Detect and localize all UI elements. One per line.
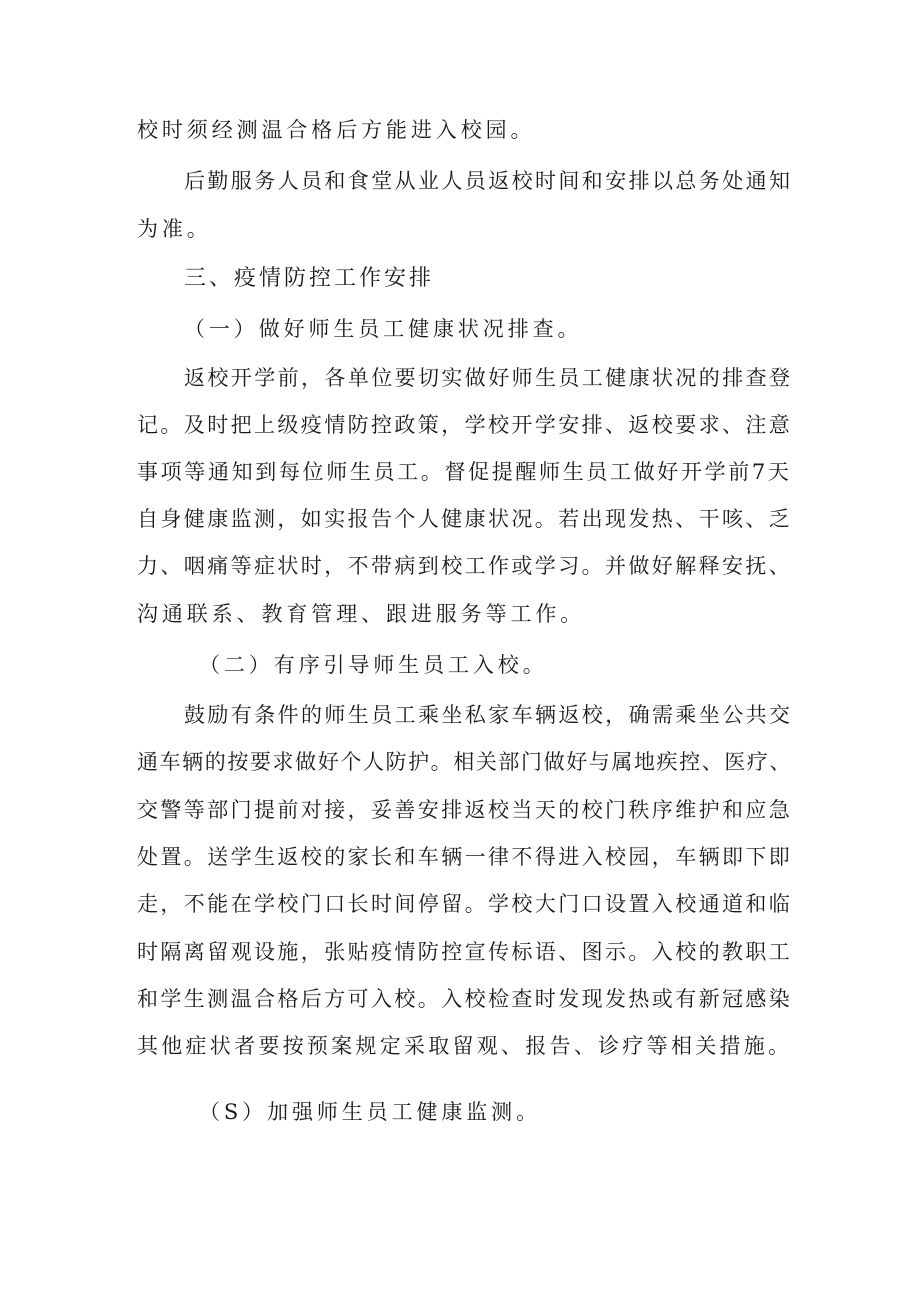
paragraph-line: 校时须经测温合格后方能进入校园。 (137, 118, 536, 142)
paragraph-line: 通车辆的按要求做好个人防护。相关部门做好与属地疾控、医疗、 (137, 750, 793, 774)
paragraph-line: 走，不能在学校门口长时间停留。学校大门口设置入校通道和临 (137, 892, 793, 916)
paragraph-line: 自身健康监测，如实报告个人健康状况。若出现发热、干咳、乏 (137, 507, 793, 531)
section-heading: 三、疫情防控工作安排 (184, 266, 435, 291)
subsection-heading: （S）加强师生员工健康监测。 (199, 1100, 541, 1124)
paragraph-line: 事项等通知到每位师生员工。督促提醒师生员工做好开学前7天 (137, 460, 792, 484)
paragraph-line: 其他症状者要按预案规定采取留观、报告、诊疗等相关措施。 (137, 1034, 793, 1058)
subsection-heading: （一）做好师生员工健康状况排查。 (184, 317, 583, 341)
paragraph-line: 记。及时把上级疫情防控政策，学校开学安排、返校要求、注意 (137, 413, 793, 437)
paragraph-line: 处置。送学生返校的家长和车辆一律不得进入校园，车辆即下即 (137, 845, 793, 869)
subsection-heading: （二）有序引导师生员工入校。 (199, 653, 548, 677)
paragraph-line: 和学生测温合格后方可入校。入校检查时发现发热或有新冠感染 (137, 987, 793, 1011)
paragraph-line: 交警等部门提前对接，妥善安排返校当天的校门秩序维护和应急 (137, 798, 793, 822)
paragraph-line: 后勤服务人员和食堂从业人员返校时间和安排以总务处通知 (184, 169, 793, 193)
paragraph-line: 鼓励有条件的师生员工乘坐私家车辆返校，确需乘坐公共交 (184, 703, 793, 727)
paragraph-line: 时隔离留观设施，张贴疫情防控宣传标语、图示。入校的教职工 (137, 940, 793, 964)
paragraph-line: 为准。 (137, 217, 212, 241)
paragraph-line: 返校开学前，各单位要切实做好师生员工健康状况的排查登 (184, 366, 793, 390)
paragraph-line: 沟通联系、教育管理、跟进服务等工作。 (137, 602, 586, 626)
paragraph-line: 力、咽痛等症状时，不带病到校工作或学习。并做好解释安抚、 (137, 554, 793, 578)
